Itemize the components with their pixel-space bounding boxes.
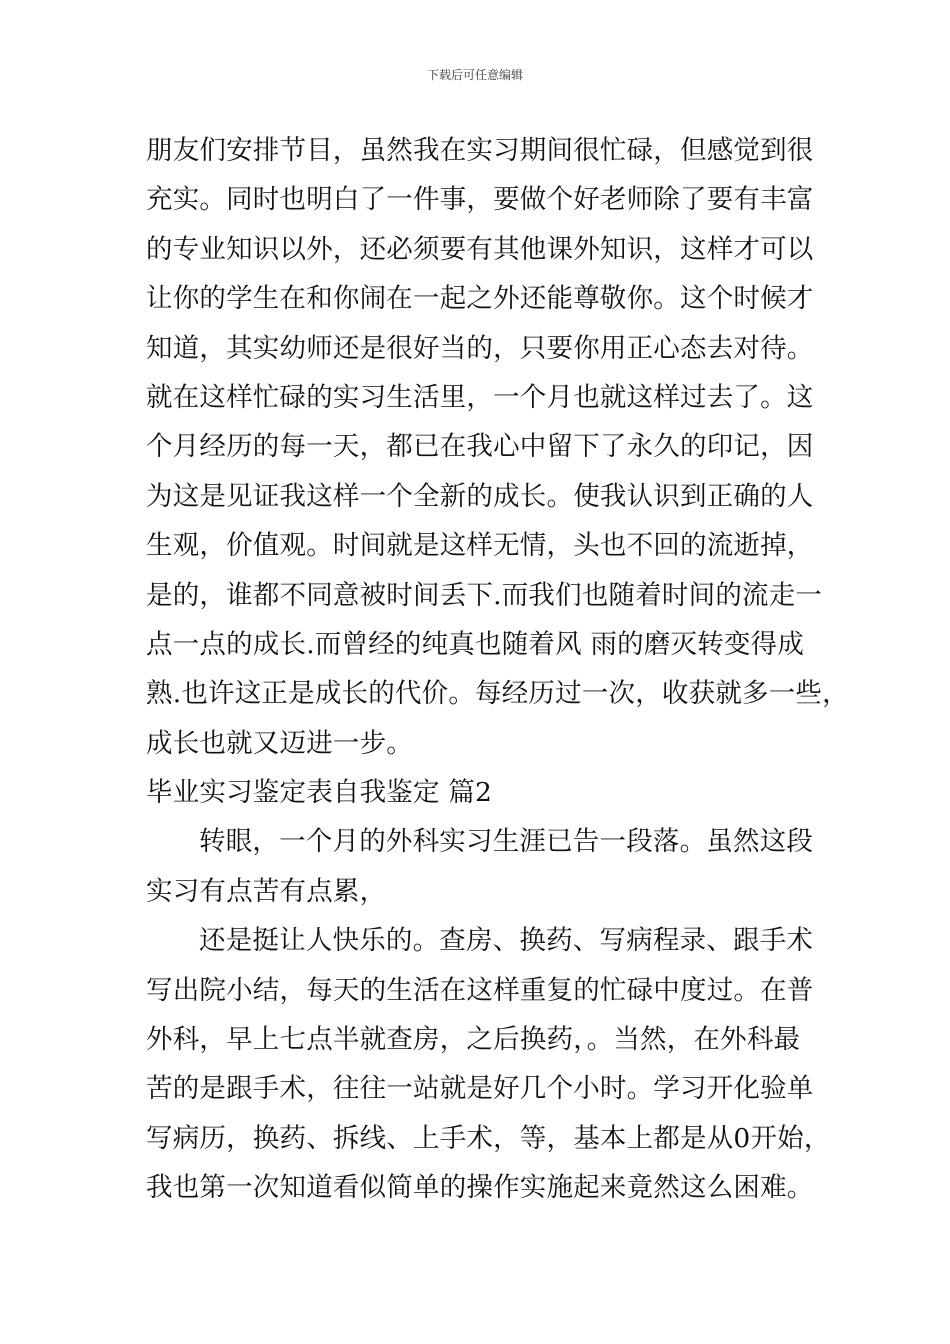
document-body	[146, 126, 849, 1213]
text-line: 知道，其实幼师还是很好当的，只要你用正心态去对待。	[146, 332, 814, 364]
paragraph-1	[146, 126, 849, 768]
text-line: 就在这样忙碌的实习生活里，一个月也就这样过去了。这	[146, 381, 814, 413]
text-line: 熟.也许这正是成长的代价。每经历过一次，收获就多一些，	[146, 678, 849, 710]
page-header: 下载后可任意编辑	[426, 68, 523, 82]
text-line: 实习有点苦有点累，	[146, 875, 387, 907]
text-line: 为这是见证我这样一个全新的成长。使我认识到正确的人	[146, 480, 814, 512]
text-line: 充实。同时也明白了一件事，要做个好老师除了要有丰富	[146, 184, 814, 216]
paragraph-2	[146, 817, 846, 916]
text-line: 生观，价值观。时间就是这样无情，头也不回的流逝掉，	[146, 530, 814, 562]
text-line: 是的，谁都不同意被时间丢下.而我们也随着时间的流走一	[146, 579, 823, 611]
text-line: 个月经历的每一天，都已在我心中留下了永久的印记，因	[146, 431, 814, 463]
text-line: 朋友们安排节目，虽然我在实习期间很忙碌，但感觉到很	[146, 135, 814, 166]
text-line: 让你的学生在和你闹在一起之外还能尊敬你。这个时候才	[146, 283, 814, 315]
paragraph-3	[146, 916, 846, 1212]
text-line: 写病历，换药、拆线、上手术，等，基本上都是从0开始，	[146, 1122, 831, 1154]
text-line: 写出院小结，每天的生活在这样重复的忙碌中度过。在普	[146, 974, 814, 1006]
text-line: 还是挺让人快乐的。查房、换药、写病程录、跟手术	[199, 925, 814, 957]
text-line: 的专业知识以外，还必须要有其他课外知识，这样才可以	[146, 233, 814, 265]
text-line: 成长也就又迈进一步。	[146, 727, 413, 759]
section-title: 毕业实习鉴定表自我鉴定 篇2	[146, 777, 493, 809]
text-line: 苦的是跟手术，往往一站就是好几个小时。学习开化验单	[146, 1073, 814, 1105]
text-line: 点一点的成长.而曾经的纯真也随着风 雨的磨灭转变得成	[146, 628, 805, 660]
text-line: 我也第一次知道看似简单的操作实施起来竟然这么困难。	[146, 1172, 814, 1204]
text-line: 转眼，一个月的外科实习生涯已告一段落。虽然这段	[199, 826, 814, 858]
text-line: 外科，早上七点半就查房，之后换药，。当然，在外科最	[146, 1024, 801, 1056]
